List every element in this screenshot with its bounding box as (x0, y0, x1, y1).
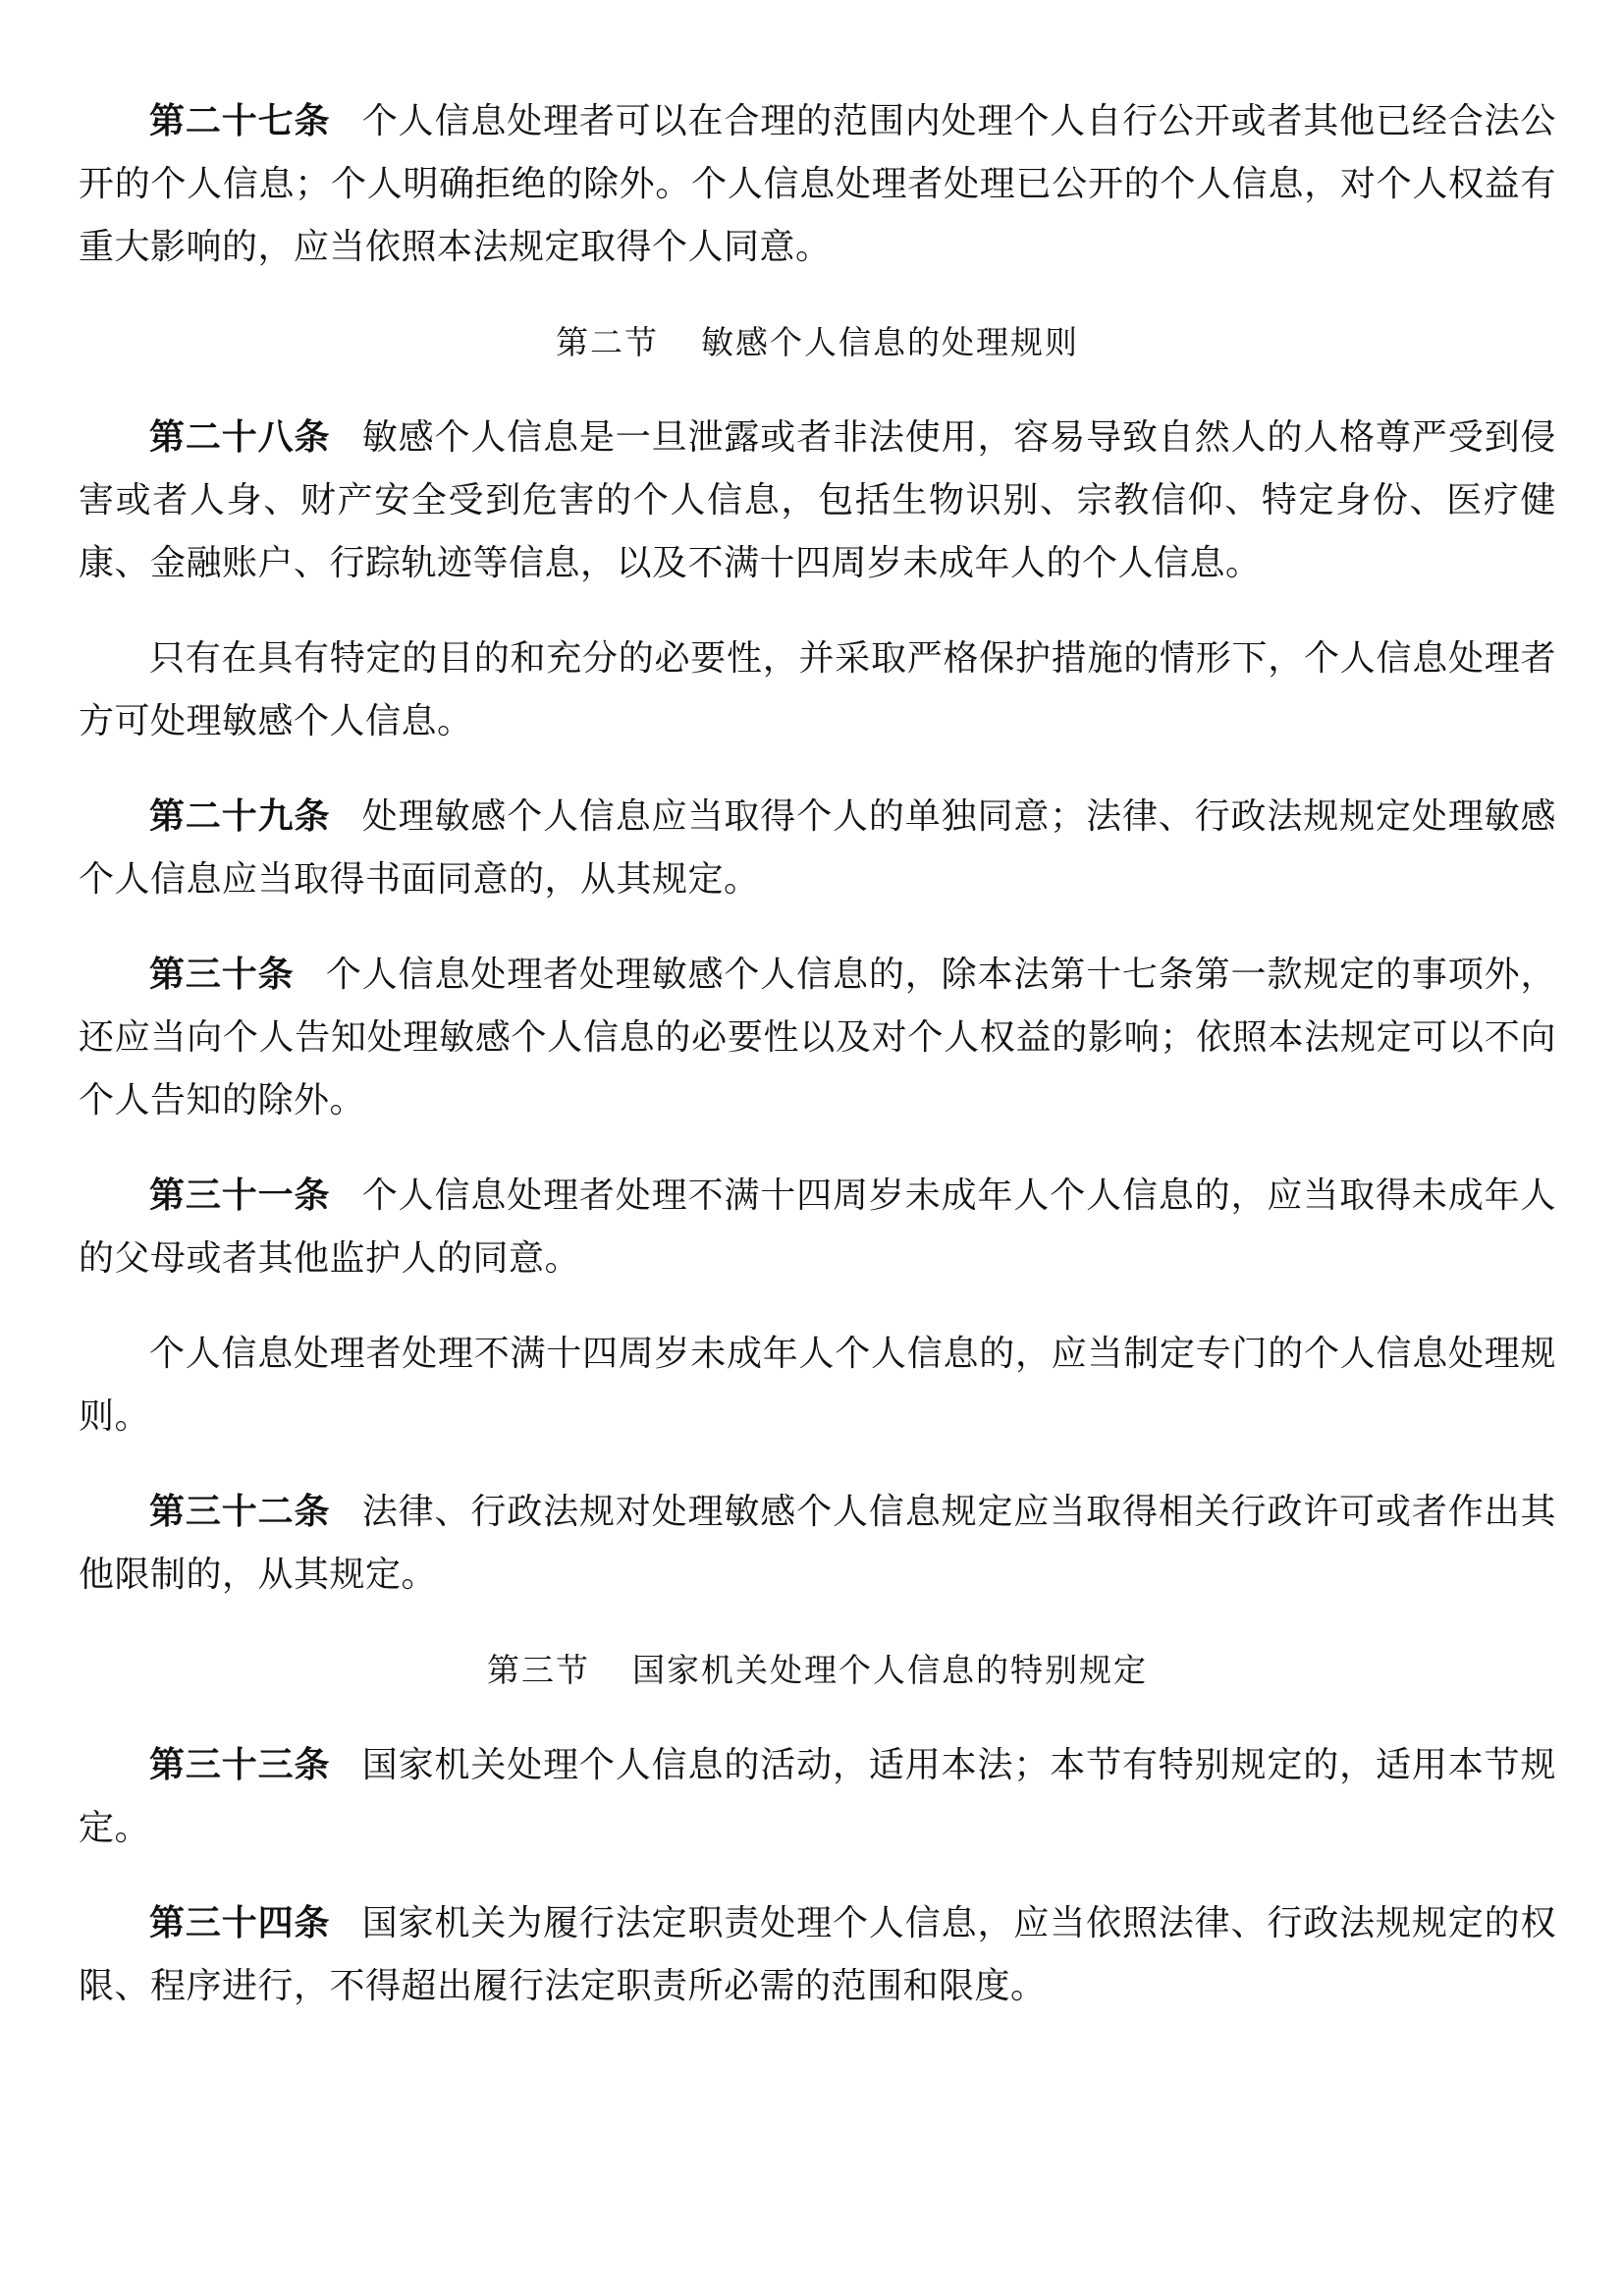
article-number: 第三十三条 (149, 1745, 331, 1785)
article-number: 第三十四条 (149, 1903, 331, 1943)
section-title: 敏感个人信息的处理规则 (700, 323, 1079, 361)
article-number: 第二十八条 (149, 417, 331, 458)
article-text: 个人信息处理者处理不满十四周岁未成年人个人信息的，应当取得未成年人的父母或者其他监护人的同意。 (79, 1175, 1556, 1279)
section-number: 第三节 (487, 1651, 591, 1689)
article-27 (79, 90, 1556, 279)
article-text: 处理敏感个人信息应当取得个人的单独同意；法律、行政法规规定处理敏感个人信息应当取得书面同意的，从其规定。 (79, 796, 1556, 900)
section-number: 第二节 (556, 323, 660, 361)
article-text: 国家机关为履行法定职责处理个人信息，应当依照法律、行政法规规定的权限、程序进行，不得超出履行法定职责所必需的范围和限度。 (79, 1903, 1556, 2006)
section-heading-3 (79, 1639, 1556, 1702)
article-text: 个人信息处理者处理敏感个人信息的，除本法第十七条第一款规定的事项外，还应当向个人告知处理敏感个人信息的必要性以及对个人权益的影响；依照本法规定可以不向个人告知的除外。 (79, 955, 1556, 1121)
article-34 (79, 1892, 1556, 2018)
article-number: 第二十七条 (149, 101, 331, 141)
article-number: 第二十九条 (149, 796, 331, 837)
section-title: 国家机关处理个人信息的特别规定 (631, 1651, 1148, 1689)
article-32 (79, 1481, 1556, 1607)
section-heading-2 (79, 311, 1556, 374)
article-31-paragraph-2 (79, 1323, 1556, 1449)
article-number: 第三十二条 (149, 1492, 331, 1532)
article-31 (79, 1165, 1556, 1290)
article-number: 第三十一条 (149, 1175, 331, 1216)
article-text: 国家机关处理个人信息的活动，适用本法；本节有特别规定的，适用本节规定。 (79, 1745, 1556, 1848)
article-29 (79, 786, 1556, 911)
article-30 (79, 944, 1556, 1132)
article-28 (79, 407, 1556, 595)
article-text: 法律、行政法规对处理敏感个人信息规定应当取得相关行政许可或者作出其他限制的，从其规定。 (79, 1492, 1556, 1595)
paragraph-text: 个人信息处理者处理不满十四周岁未成年人个人信息的，应当制定专门的个人信息处理规则。 (79, 1334, 1556, 1437)
paragraph-text: 只有在具有特定的目的和充分的必要性，并采取严格保护措施的情形下，个人信息处理者方可处理敏感个人信息。 (79, 638, 1556, 741)
article-28-paragraph-2 (79, 628, 1556, 753)
article-text: 敏感个人信息是一旦泄露或者非法使用，容易导致自然人的人格尊严受到侵害或者人身、财产安全受到危害的个人信息，包括生物识别、宗教信仰、特定身份、医疗健康、金融账户、行踪轨迹等信息，以及不满十四周岁未成年人的个人信息。 (79, 417, 1556, 583)
article-text: 个人信息处理者可以在合理的范围内处理个人自行公开或者其他已经合法公开的个人信息；个人明确拒绝的除外。个人信息处理者处理已公开的个人信息，对个人权益有重大影响的，应当依照本法规定取得个人同意。 (79, 101, 1556, 267)
article-number: 第三十条 (149, 955, 295, 995)
article-33 (79, 1734, 1556, 1860)
